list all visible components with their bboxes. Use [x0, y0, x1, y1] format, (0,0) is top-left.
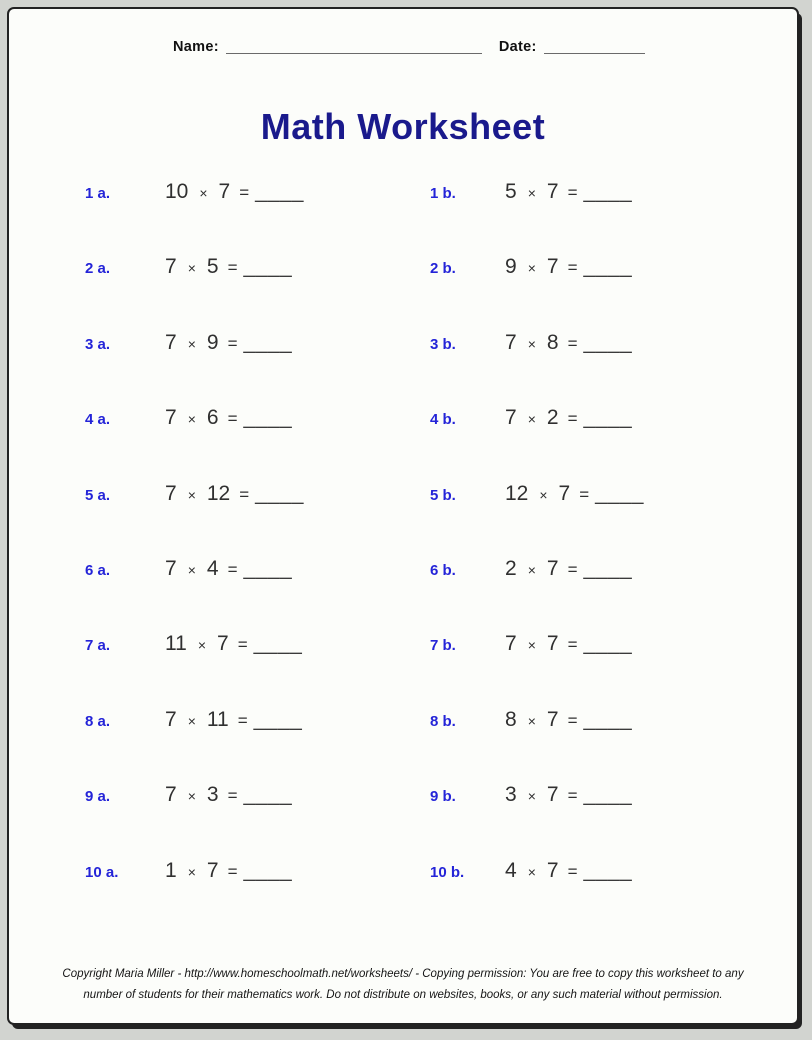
problem-row-2 — [9, 256, 797, 331]
answer-blank: ____ — [253, 632, 303, 656]
equals-sign: = — [567, 559, 578, 579]
equals-sign: = — [579, 484, 590, 504]
factor-2: 7 — [546, 556, 559, 580]
equals-sign: = — [227, 861, 238, 881]
problem-expression-2a — [165, 256, 430, 277]
times-icon: × — [527, 335, 536, 352]
factor-1: 12 — [505, 481, 529, 505]
equals-sign: = — [227, 409, 238, 429]
answer-blank: ____ — [243, 556, 293, 580]
equals-sign: = — [567, 635, 578, 655]
problem-row-4 — [9, 407, 797, 482]
factor-1: 7 — [165, 556, 177, 580]
date-label: Date: — [498, 38, 537, 55]
equals-sign: = — [567, 183, 578, 202]
equals-sign: = — [227, 258, 238, 278]
equals-sign: = — [239, 484, 250, 504]
problem-expression-9a — [165, 784, 430, 805]
answer-blank: ____ — [583, 858, 633, 882]
times-icon: × — [187, 788, 196, 805]
factor-2: 7 — [218, 180, 231, 203]
factor-2: 4 — [206, 556, 219, 580]
problem-number-1b: 1 b. — [430, 185, 456, 202]
name-fill-line — [226, 39, 482, 54]
worksheet-page — [7, 7, 799, 1025]
problem-number-1a: 1 a. — [85, 185, 111, 202]
problem-expression-8a — [165, 709, 430, 730]
copyright-line-1: Copyright Maria Miller - http://www.homeschoolmath.net/worksheets/ - Copying permission: You are free to copy this worksheet to any — [62, 968, 744, 980]
equals-sign: = — [227, 786, 238, 806]
times-icon: × — [187, 486, 196, 503]
answer-blank: ____ — [595, 481, 644, 505]
problem-expression-4b — [505, 407, 797, 428]
copyright-line-2: number of students for their mathematics work. Do not distribute on websites, books, or any such material without permission. — [83, 989, 723, 1001]
answer-blank: ____ — [255, 180, 304, 203]
date-fill-line — [544, 39, 645, 54]
problem-number-2a: 2 a. — [85, 260, 111, 278]
times-icon: × — [187, 712, 196, 729]
times-icon: × — [539, 486, 548, 503]
header-line — [173, 33, 777, 55]
factor-2: 3 — [206, 783, 219, 807]
times-icon: × — [527, 260, 536, 277]
factor-1: 9 — [505, 255, 517, 279]
factor-2: 7 — [546, 255, 559, 279]
problem-number-7b: 7 b. — [430, 637, 456, 655]
problem-row-5 — [9, 483, 797, 558]
factor-1: 5 — [505, 180, 517, 203]
problem-row-10 — [9, 860, 797, 935]
times-icon: × — [197, 637, 206, 654]
problem-number-7a: 7 a. — [85, 637, 111, 655]
answer-blank: ____ — [583, 406, 633, 430]
problem-number-8a: 8 a. — [85, 712, 111, 730]
times-icon: × — [527, 863, 536, 880]
answer-blank: ____ — [583, 707, 633, 731]
factor-2: 7 — [546, 783, 559, 807]
factor-1: 7 — [165, 255, 177, 279]
times-icon: × — [187, 260, 196, 277]
problem-number-4a: 4 a. — [85, 411, 111, 429]
factor-1: 7 — [165, 406, 177, 430]
problem-expression-7b — [505, 633, 797, 654]
equals-sign: = — [567, 710, 578, 730]
answer-blank: ____ — [243, 406, 293, 430]
factor-1: 7 — [165, 481, 177, 505]
factor-2: 7 — [546, 707, 559, 731]
problem-number-5a: 5 a. — [85, 486, 111, 504]
page-title: Math Worksheet — [260, 106, 546, 147]
answer-blank: ____ — [583, 632, 633, 656]
times-icon: × — [527, 411, 536, 428]
problem-expression-3b — [505, 332, 797, 353]
times-icon: × — [527, 637, 536, 654]
factor-2: 7 — [217, 632, 229, 656]
problem-expression-2b — [505, 256, 797, 277]
factor-1: 7 — [505, 406, 517, 430]
equals-sign: = — [567, 333, 578, 353]
equals-sign: = — [227, 333, 238, 353]
problem-row-7 — [9, 633, 797, 708]
factor-2: 2 — [546, 406, 559, 430]
factor-2: 11 — [206, 707, 229, 731]
problem-number-9a: 9 a. — [85, 788, 111, 806]
problem-expression-5b — [505, 483, 797, 504]
problem-expression-10a — [165, 860, 430, 881]
problem-row-8 — [9, 709, 797, 784]
answer-blank: ____ — [243, 330, 293, 354]
problem-number-3a: 3 a. — [85, 335, 111, 353]
factor-1: 10 — [165, 180, 189, 203]
factor-1: 3 — [505, 783, 517, 807]
times-icon: × — [527, 561, 536, 578]
problem-number-2b: 2 b. — [430, 260, 456, 278]
equals-sign: = — [567, 409, 578, 429]
copyright-footer — [9, 964, 797, 1006]
answer-blank: ____ — [583, 180, 633, 203]
factor-2: 7 — [206, 858, 219, 882]
factor-2: 7 — [546, 180, 559, 203]
problem-expression-5a — [165, 483, 430, 504]
equals-sign: = — [237, 635, 248, 655]
problem-row-6 — [9, 558, 797, 633]
answer-blank: ____ — [243, 255, 293, 279]
problem-expression-1b — [505, 181, 797, 202]
problem-row-3 — [9, 332, 797, 407]
answer-blank: ____ — [253, 707, 303, 731]
factor-1: 2 — [505, 556, 517, 580]
problem-number-6a: 6 a. — [85, 561, 111, 579]
answer-blank: ____ — [255, 481, 304, 505]
problem-expression-8b — [505, 709, 797, 730]
problem-expression-6a — [165, 558, 430, 579]
answer-blank: ____ — [583, 556, 633, 580]
factor-2: 7 — [546, 632, 559, 656]
equals-sign: = — [567, 861, 578, 881]
factor-1: 1 — [165, 858, 177, 882]
factor-2: 6 — [206, 406, 219, 430]
problem-expression-6b — [505, 558, 797, 579]
factor-1: 7 — [165, 783, 177, 807]
factor-2: 7 — [546, 858, 559, 882]
factor-2: 9 — [206, 330, 219, 354]
problem-expression-1a — [165, 181, 430, 202]
times-icon: × — [527, 788, 536, 805]
factor-2: 8 — [546, 330, 559, 354]
problem-row-1 — [9, 181, 797, 256]
problem-number-6b: 6 b. — [430, 561, 456, 579]
times-icon: × — [527, 185, 536, 201]
problem-number-5b: 5 b. — [430, 486, 456, 504]
times-icon: × — [527, 712, 536, 729]
problem-expression-7a — [165, 633, 430, 654]
problem-number-9b: 9 b. — [430, 788, 456, 806]
times-icon: × — [187, 335, 196, 352]
equals-sign: = — [239, 183, 250, 202]
factor-1: 11 — [165, 632, 187, 656]
answer-blank: ____ — [583, 783, 633, 807]
problem-expression-9b — [505, 784, 797, 805]
times-icon: × — [187, 863, 196, 880]
problem-expression-10b — [505, 860, 797, 881]
factor-1: 4 — [505, 858, 517, 882]
problem-number-10a: 10 a. — [85, 863, 119, 881]
factor-2: 7 — [558, 481, 571, 505]
problem-number-3b: 3 b. — [430, 335, 456, 353]
factor-2: 12 — [206, 481, 231, 505]
factor-1: 7 — [505, 632, 517, 656]
problem-number-4b: 4 b. — [430, 411, 456, 429]
problems-grid — [9, 181, 797, 935]
problem-expression-3a — [165, 332, 430, 353]
answer-blank: ____ — [583, 255, 633, 279]
factor-1: 8 — [505, 707, 517, 731]
answer-blank: ____ — [243, 783, 293, 807]
problem-number-10b: 10 b. — [430, 863, 465, 881]
factor-2: 5 — [206, 255, 219, 279]
equals-sign: = — [567, 258, 578, 278]
times-icon: × — [199, 185, 208, 201]
problem-expression-4a — [165, 407, 430, 428]
times-icon: × — [187, 411, 196, 428]
factor-1: 7 — [165, 707, 177, 731]
problem-number-8b: 8 b. — [430, 712, 456, 730]
problem-row-9 — [9, 784, 797, 859]
factor-1: 7 — [165, 330, 177, 354]
equals-sign: = — [567, 786, 578, 806]
equals-sign: = — [237, 710, 248, 730]
equals-sign: = — [227, 559, 238, 579]
answer-blank: ____ — [243, 858, 293, 882]
name-label: Name: — [173, 38, 219, 55]
factor-1: 7 — [505, 330, 517, 354]
times-icon: × — [187, 561, 196, 578]
answer-blank: ____ — [583, 330, 633, 354]
